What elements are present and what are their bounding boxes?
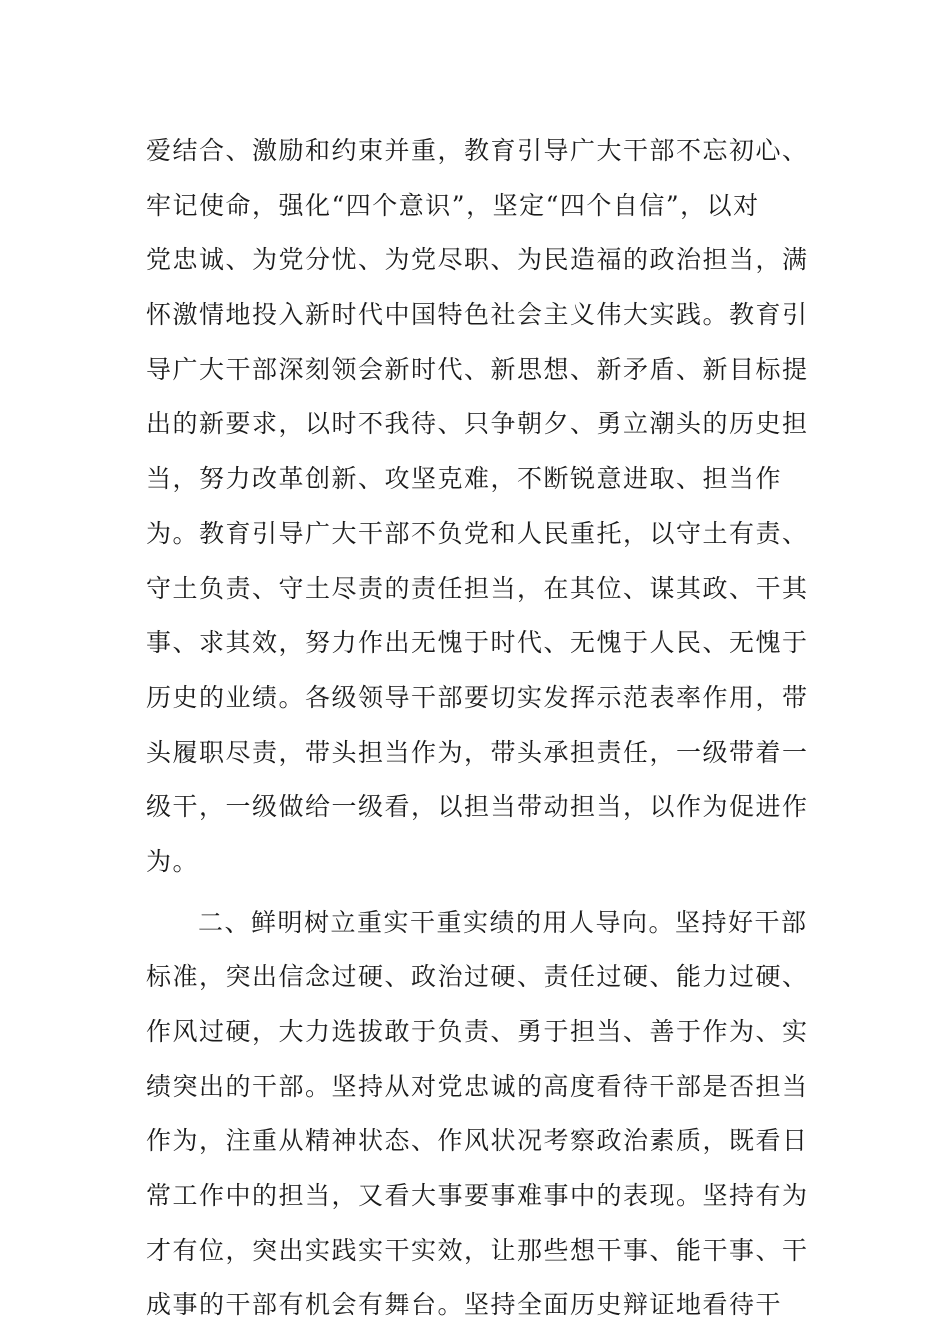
text-line: 党忠诚、为党分忧、为党尽职、为民造福的政治担当，满	[146, 245, 809, 275]
text-line: 级干，一级做给一级看，以担当带动担当，以作为促进作	[146, 792, 809, 822]
paragraph-2	[146, 896, 809, 1334]
text-line: 牢记使命，强化“四个意识”，坚定“四个自信”，以对	[146, 190, 760, 220]
text-line: 当，努力改革创新、攻坚克难，不断锐意进取、担当作	[146, 464, 783, 494]
text-line: 为。	[146, 846, 200, 876]
text-line: 标准，突出信念过硬、政治过硬、责任过硬、能力过硬、	[146, 962, 809, 992]
text-line: 常工作中的担当，又看大事要事难事中的表现。坚持有为	[146, 1181, 809, 1211]
paragraph-1	[146, 124, 809, 890]
text-line: 事、求其效，努力作出无愧于时代、无愧于人民、无愧于	[146, 628, 809, 658]
text-line: 二、鲜明树立重实干重实绩的用人导向。坚持好干部	[198, 907, 808, 937]
text-line: 绩突出的干部。坚持从对党忠诚的高度看待干部是否担当	[146, 1071, 809, 1101]
text-line: 爱结合、激励和约束并重，教育引导广大干部不忘初心、	[146, 136, 809, 165]
text-line: 历史的业绩。各级领导干部要切实发挥示范表率作用，带	[146, 682, 809, 712]
text-line: 才有位，突出实践实干实效，让那些想干事、能干事、干	[146, 1235, 809, 1265]
text-line: 导广大干部深刻领会新时代、新思想、新矛盾、新目标提	[146, 354, 809, 384]
text-line: 作风过硬，大力选拔敢于负责、勇于担当、善于作为、实	[146, 1017, 809, 1046]
text-line: 头履职尽责，带头担当作为，带头承担责任，一级带着一	[146, 737, 809, 767]
text-line: 成事的干部有机会有舞台。坚持全面历史辩证地看待干	[146, 1290, 783, 1320]
document-body	[146, 124, 809, 1333]
text-line: 作为，注重从精神状态、作风状况考察政治素质，既看日	[146, 1126, 809, 1156]
text-line: 守土负责、守土尽责的责任担当，在其位、谋其政、干其	[146, 573, 809, 603]
text-line: 为。教育引导广大干部不负党和人民重托，以守土有责、	[146, 518, 809, 548]
text-line: 怀激情地投入新时代中国特色社会主义伟大实践。教育引	[146, 300, 809, 330]
text-line: 出的新要求，以时不我待、只争朝夕、勇立潮头的历史担	[146, 409, 809, 439]
